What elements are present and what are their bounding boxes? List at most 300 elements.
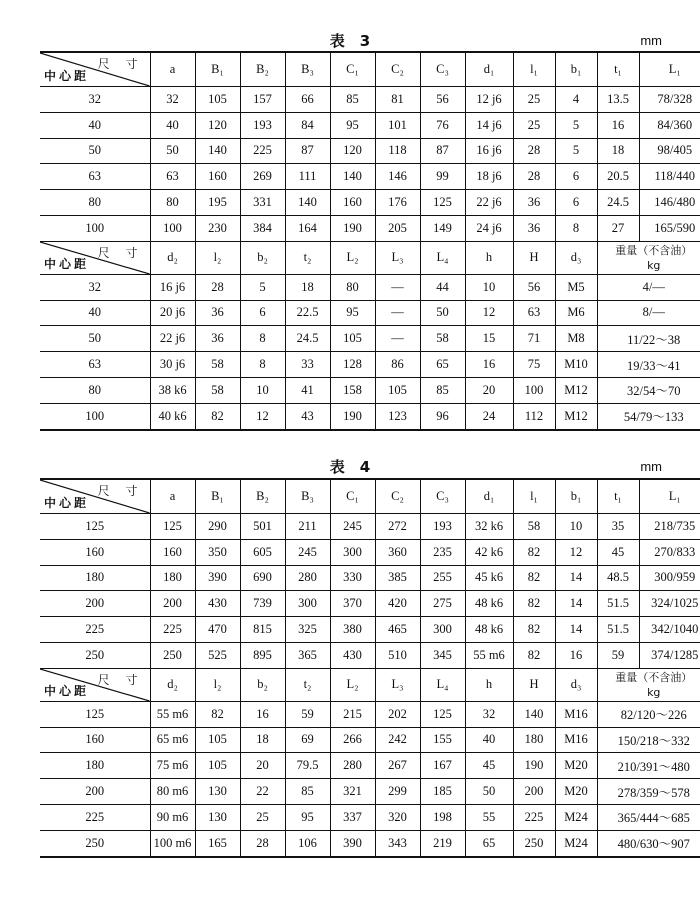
table-row (40, 300, 700, 326)
table-cell: 8 (240, 352, 285, 378)
table-cell: 300 (285, 591, 330, 617)
table-cell: 299 (375, 779, 420, 805)
table-cell: 20 j6 (150, 300, 195, 326)
column-header: t₁ (597, 479, 639, 514)
table-cell: 14 (555, 591, 597, 617)
table-cell: 18 (240, 727, 285, 753)
table-cell: 190 (330, 215, 375, 241)
table-cell: 158 (330, 377, 375, 403)
column-header: b₂ (240, 241, 285, 274)
table-cell: 45 k6 (465, 565, 513, 591)
table-cell: 160 (40, 539, 150, 565)
table-cell: 6 (555, 190, 597, 216)
table-row (40, 377, 700, 403)
corner-header-cell (40, 52, 150, 87)
table-cell: 41 (285, 377, 330, 403)
table-cell: 105 (375, 377, 420, 403)
table-cell: 35 (597, 514, 639, 540)
table-row (40, 215, 700, 241)
table-cell: 280 (330, 753, 375, 779)
table-cell: 430 (330, 642, 375, 668)
table-cell: 22.5 (285, 300, 330, 326)
table-cell: 200 (40, 591, 150, 617)
table-cell: 215 (330, 701, 375, 727)
column-header: L₂ (330, 241, 375, 274)
table-cell: 895 (240, 642, 285, 668)
table-cell: 100 (40, 215, 150, 241)
table-cell: 24 j6 (465, 215, 513, 241)
column-header: L₄ (420, 241, 465, 274)
table-cell: 96 (420, 403, 465, 429)
table-cell: 75 m6 (150, 753, 195, 779)
table-row (40, 274, 700, 300)
table-row (40, 753, 700, 779)
column-header: a (150, 52, 195, 87)
table-cell: 18 (597, 138, 639, 164)
table-cell: 390 (195, 565, 240, 591)
table-row (40, 112, 700, 138)
table-cell: 195 (195, 190, 240, 216)
table-cell: M8 (555, 326, 597, 352)
table-cell: 20.5 (597, 164, 639, 190)
table-cell: 225 (40, 804, 150, 830)
table-cell: 430 (195, 591, 240, 617)
column-header: C₃ (420, 52, 465, 87)
table-cell: M20 (555, 753, 597, 779)
table-cell: 157 (240, 87, 285, 113)
table-cell: 225 (40, 617, 150, 643)
table-cell: 58 (513, 514, 555, 540)
table-cell: 242 (375, 727, 420, 753)
table-cell: 374/1285 (639, 642, 700, 668)
table-cell: 55 (465, 804, 513, 830)
table-cell: 218/735 (639, 514, 700, 540)
table-cell: 24.5 (285, 326, 330, 352)
table-cell: 75 (513, 352, 555, 378)
table-cell: 95 (330, 300, 375, 326)
table-cell: 6 (555, 164, 597, 190)
table-cell: 501 (240, 514, 285, 540)
table-cell: 38 k6 (150, 377, 195, 403)
table-cell: 40 (40, 300, 150, 326)
table-cell: 40 (40, 112, 150, 138)
table-cell: 18 j6 (465, 164, 513, 190)
table-cell: 58 (195, 377, 240, 403)
table-cell: 36 (195, 300, 240, 326)
table-cell: 32/54～70 (597, 377, 700, 403)
table-cell: 16 (465, 352, 513, 378)
table-cell: 300 (330, 539, 375, 565)
column-header: C₂ (375, 52, 420, 87)
column-header: H (513, 241, 555, 274)
corner-label-size: 尺 寸 (97, 245, 144, 260)
table-cell: 82/120～226 (597, 701, 700, 727)
table-cell: 5 (240, 274, 285, 300)
table-cell: 350 (195, 539, 240, 565)
column-header: L₄ (420, 668, 465, 701)
table-cell: 219 (420, 830, 465, 856)
table-cell: 146/480 (639, 190, 700, 216)
table-cell: 59 (285, 701, 330, 727)
table-cell: 250 (40, 830, 150, 856)
table-cell: M16 (555, 727, 597, 753)
table-cell: 198 (420, 804, 465, 830)
table-cell: 69 (285, 727, 330, 753)
table-cell: 40 k6 (150, 403, 195, 429)
table-cell: 125 (150, 514, 195, 540)
table-cell: 105 (195, 753, 240, 779)
table-cell: 84/360 (639, 112, 700, 138)
table-cell: 5 (555, 112, 597, 138)
table-cell: 230 (195, 215, 240, 241)
table-row (40, 326, 700, 352)
table-cell: 22 j6 (465, 190, 513, 216)
table-row (40, 617, 700, 643)
table-cell: 28 (513, 164, 555, 190)
table-cell: 267 (375, 753, 420, 779)
table-cell: 365/444～685 (597, 804, 700, 830)
table-cell: 105 (195, 727, 240, 753)
table-cell: 193 (240, 112, 285, 138)
table-cell: 80 (40, 377, 150, 403)
table-cell: 167 (420, 753, 465, 779)
table-cell: 10 (240, 377, 285, 403)
column-header: d₁ (465, 479, 513, 514)
table-cell: — (375, 274, 420, 300)
table-cell: 84 (285, 112, 330, 138)
table-cell: 5 (555, 138, 597, 164)
table-cell: 28 (240, 830, 285, 856)
table-cell: 164 (285, 215, 330, 241)
table-cell: 12 (465, 300, 513, 326)
weight-header (597, 668, 700, 701)
table-cell: 19/33～41 (597, 352, 700, 378)
table-cell: 90 m6 (150, 804, 195, 830)
table-cell: 42 k6 (465, 539, 513, 565)
table-cell: 25 (240, 804, 285, 830)
table-cell: 105 (195, 87, 240, 113)
table-cell: 160 (150, 539, 195, 565)
corner-label-size: 尺 寸 (97, 484, 144, 498)
table-row (40, 539, 700, 565)
table-cell: 4/— (597, 274, 700, 300)
table-cell: 71 (513, 326, 555, 352)
table-cell: 275 (420, 591, 465, 617)
table-cell: — (375, 326, 420, 352)
column-header: B₃ (285, 52, 330, 87)
table-cell: 85 (285, 779, 330, 805)
table-cell: M12 (555, 377, 597, 403)
table-cell: 14 (555, 565, 597, 591)
table-cell: 245 (285, 539, 330, 565)
header-row (40, 479, 700, 514)
table-cell: 200 (150, 591, 195, 617)
table-cell: 36 (513, 215, 555, 241)
column-header: B₂ (240, 52, 285, 87)
table-cell: 140 (330, 164, 375, 190)
table-cell: 160 (330, 190, 375, 216)
table-cell: 12 (555, 539, 597, 565)
table-cell: 63 (150, 164, 195, 190)
table-cell: 12 (240, 403, 285, 429)
table-cell: 45 (597, 539, 639, 565)
table-cell: 85 (420, 377, 465, 403)
table-cell: 18 (285, 274, 330, 300)
table-cell: 13.5 (597, 87, 639, 113)
table-cell: 324/1025 (639, 591, 700, 617)
table-cell: 25 (513, 87, 555, 113)
table-cell: 32 (40, 274, 150, 300)
table-cell: 118/440 (639, 164, 700, 190)
table-cell: 185 (420, 779, 465, 805)
table-cell: 225 (240, 138, 285, 164)
table-cell: 16 (597, 112, 639, 138)
table-cell: 82 (513, 617, 555, 643)
table-cell: 50 (40, 138, 150, 164)
table-cell: 337 (330, 804, 375, 830)
table-cell: 345 (420, 642, 465, 668)
table-cell: 255 (420, 565, 465, 591)
column-header: B₁ (195, 479, 240, 514)
table-cell: 128 (330, 352, 375, 378)
table-cell: 739 (240, 591, 285, 617)
table-row (40, 164, 700, 190)
table-cell: 33 (285, 352, 330, 378)
table-row (40, 565, 700, 591)
table-cell: 100 m6 (150, 830, 195, 856)
table-cell: 86 (375, 352, 420, 378)
table-cell: 269 (240, 164, 285, 190)
table-cell: 82 (513, 642, 555, 668)
table-cell: 118 (375, 138, 420, 164)
table-cell: 123 (375, 403, 420, 429)
table-cell: M10 (555, 352, 597, 378)
table-cell: 36 (195, 326, 240, 352)
table-cell: 525 (195, 642, 240, 668)
table-cell: 360 (375, 539, 420, 565)
column-header: L₂ (330, 668, 375, 701)
table-row (40, 87, 700, 113)
table-cell: 16 (555, 642, 597, 668)
column-header: d₁ (465, 52, 513, 87)
table-cell: 36 (513, 190, 555, 216)
table-cell: 370 (330, 591, 375, 617)
table-cell: 6 (240, 300, 285, 326)
table-row (40, 701, 700, 727)
table-cell: 28 (195, 274, 240, 300)
table-cell: M5 (555, 274, 597, 300)
table-cell: 420 (375, 591, 420, 617)
column-header: B₃ (285, 479, 330, 514)
table-cell: 65 m6 (150, 727, 195, 753)
weight-label: 重量（不含油） (615, 243, 693, 257)
table-cell: 330 (330, 565, 375, 591)
table-cell: 24 (465, 403, 513, 429)
table-cell: 80 (330, 274, 375, 300)
table-cell: 120 (330, 138, 375, 164)
corner-header-cell (40, 479, 150, 514)
table-cell: 140 (285, 190, 330, 216)
table-cell: 235 (420, 539, 465, 565)
table-cell: 80 (150, 190, 195, 216)
table-cell: 15 (465, 326, 513, 352)
weight-unit: kg (647, 258, 661, 272)
table-cell: 180 (513, 727, 555, 753)
table-cell: 270/833 (639, 539, 700, 565)
table-cell: 50 (465, 779, 513, 805)
table-cell: 290 (195, 514, 240, 540)
column-header: l₁ (513, 52, 555, 87)
column-header: d₂ (150, 668, 195, 701)
table-cell: M16 (555, 701, 597, 727)
table-cell: 130 (195, 779, 240, 805)
table-cell: 87 (420, 138, 465, 164)
table-cell: 80 m6 (150, 779, 195, 805)
table-cell: 55 m6 (150, 701, 195, 727)
table-row (40, 138, 700, 164)
table-cell: 63 (40, 352, 150, 378)
table-4 (40, 478, 700, 858)
column-header: L₃ (375, 241, 420, 274)
table-cell: 155 (420, 727, 465, 753)
weight-header (597, 241, 700, 274)
table-cell: 130 (195, 804, 240, 830)
table-cell: 20 (240, 753, 285, 779)
table-cell: 54/79～133 (597, 403, 700, 429)
table-cell: 380 (330, 617, 375, 643)
table-cell: 82 (195, 403, 240, 429)
table-cell: 190 (513, 753, 555, 779)
table-cell: 32 (150, 87, 195, 113)
corner-label-center-distance: 中心距 (44, 496, 90, 510)
table-cell: 225 (150, 617, 195, 643)
table-cell: 82 (195, 701, 240, 727)
table-cell: 65 (465, 830, 513, 856)
table-cell: 80 (40, 190, 150, 216)
table-cell: 365 (285, 642, 330, 668)
table-row (40, 804, 700, 830)
table-row (40, 642, 700, 668)
table-cell: 321 (330, 779, 375, 805)
column-header: L₁ (639, 479, 700, 514)
table-cell: 190 (330, 403, 375, 429)
table-cell: 81 (375, 87, 420, 113)
table-cell: 250 (150, 642, 195, 668)
table-cell: 100 (513, 377, 555, 403)
table-cell: 51.5 (597, 591, 639, 617)
column-header: b₁ (555, 479, 597, 514)
table-4-unit: mm (640, 459, 662, 474)
table-cell: 160 (40, 727, 150, 753)
table-cell: 99 (420, 164, 465, 190)
column-header: B₂ (240, 479, 285, 514)
header-row (40, 668, 700, 701)
column-header: t₁ (597, 52, 639, 87)
table-cell: 12 j6 (465, 87, 513, 113)
table-cell: 20 (465, 377, 513, 403)
column-header: l₂ (195, 241, 240, 274)
table-cell: 32 (40, 87, 150, 113)
column-header: d₂ (150, 241, 195, 274)
table-4-title: 表 4 (329, 458, 371, 476)
table-cell: 105 (330, 326, 375, 352)
table-cell: 48.5 (597, 565, 639, 591)
table-cell: 106 (285, 830, 330, 856)
table-cell: 98/405 (639, 138, 700, 164)
table-cell: 25 (513, 112, 555, 138)
table-cell: 16 j6 (465, 138, 513, 164)
table-cell: 325 (285, 617, 330, 643)
table-cell: M24 (555, 804, 597, 830)
table-cell: 331 (240, 190, 285, 216)
corner-header-cell (40, 668, 150, 701)
column-header: L₃ (375, 668, 420, 701)
column-header: b₂ (240, 668, 285, 701)
column-header: C₂ (375, 479, 420, 514)
table-cell: 14 (555, 617, 597, 643)
table-cell: 95 (330, 112, 375, 138)
table-cell: 82 (513, 539, 555, 565)
table-row (40, 403, 700, 429)
table-cell: 76 (420, 112, 465, 138)
table-cell: 200 (40, 779, 150, 805)
table-cell: 16 (240, 701, 285, 727)
table-cell: 10 (465, 274, 513, 300)
table-cell: 272 (375, 514, 420, 540)
table-cell: 815 (240, 617, 285, 643)
table-row (40, 352, 700, 378)
table-cell: 24.5 (597, 190, 639, 216)
table-cell: 58 (420, 326, 465, 352)
table-cell: 8 (240, 326, 285, 352)
table-cell: 32 k6 (465, 514, 513, 540)
table-cell: 165 (195, 830, 240, 856)
table-cell: 470 (195, 617, 240, 643)
table-cell: 111 (285, 164, 330, 190)
table-cell: 202 (375, 701, 420, 727)
table-cell: 66 (285, 87, 330, 113)
column-header: d₃ (555, 668, 597, 701)
table-cell: 250 (40, 642, 150, 668)
table-cell: 56 (513, 274, 555, 300)
table-cell: 63 (40, 164, 150, 190)
table-cell: 82 (513, 565, 555, 591)
table-cell: 56 (420, 87, 465, 113)
column-header: t₂ (285, 241, 330, 274)
table-cell: 120 (195, 112, 240, 138)
column-header: H (513, 668, 555, 701)
table-cell: 58 (195, 352, 240, 378)
table-cell: 180 (40, 753, 150, 779)
table-cell: M20 (555, 779, 597, 805)
table-cell: 605 (240, 539, 285, 565)
table-cell: 27 (597, 215, 639, 241)
table-cell: 510 (375, 642, 420, 668)
table-row (40, 591, 700, 617)
table-cell: 48 k6 (465, 617, 513, 643)
table-cell: 28 (513, 138, 555, 164)
table-row (40, 727, 700, 753)
table-cell: 100 (40, 403, 150, 429)
table-cell: 266 (330, 727, 375, 753)
table-3 (40, 51, 700, 431)
table-cell: 87 (285, 138, 330, 164)
table-cell: 210/391～480 (597, 753, 700, 779)
table-cell: 45 (465, 753, 513, 779)
column-header: d₃ (555, 241, 597, 274)
column-header: B₁ (195, 52, 240, 87)
corner-label-center-distance: 中心距 (44, 256, 90, 271)
